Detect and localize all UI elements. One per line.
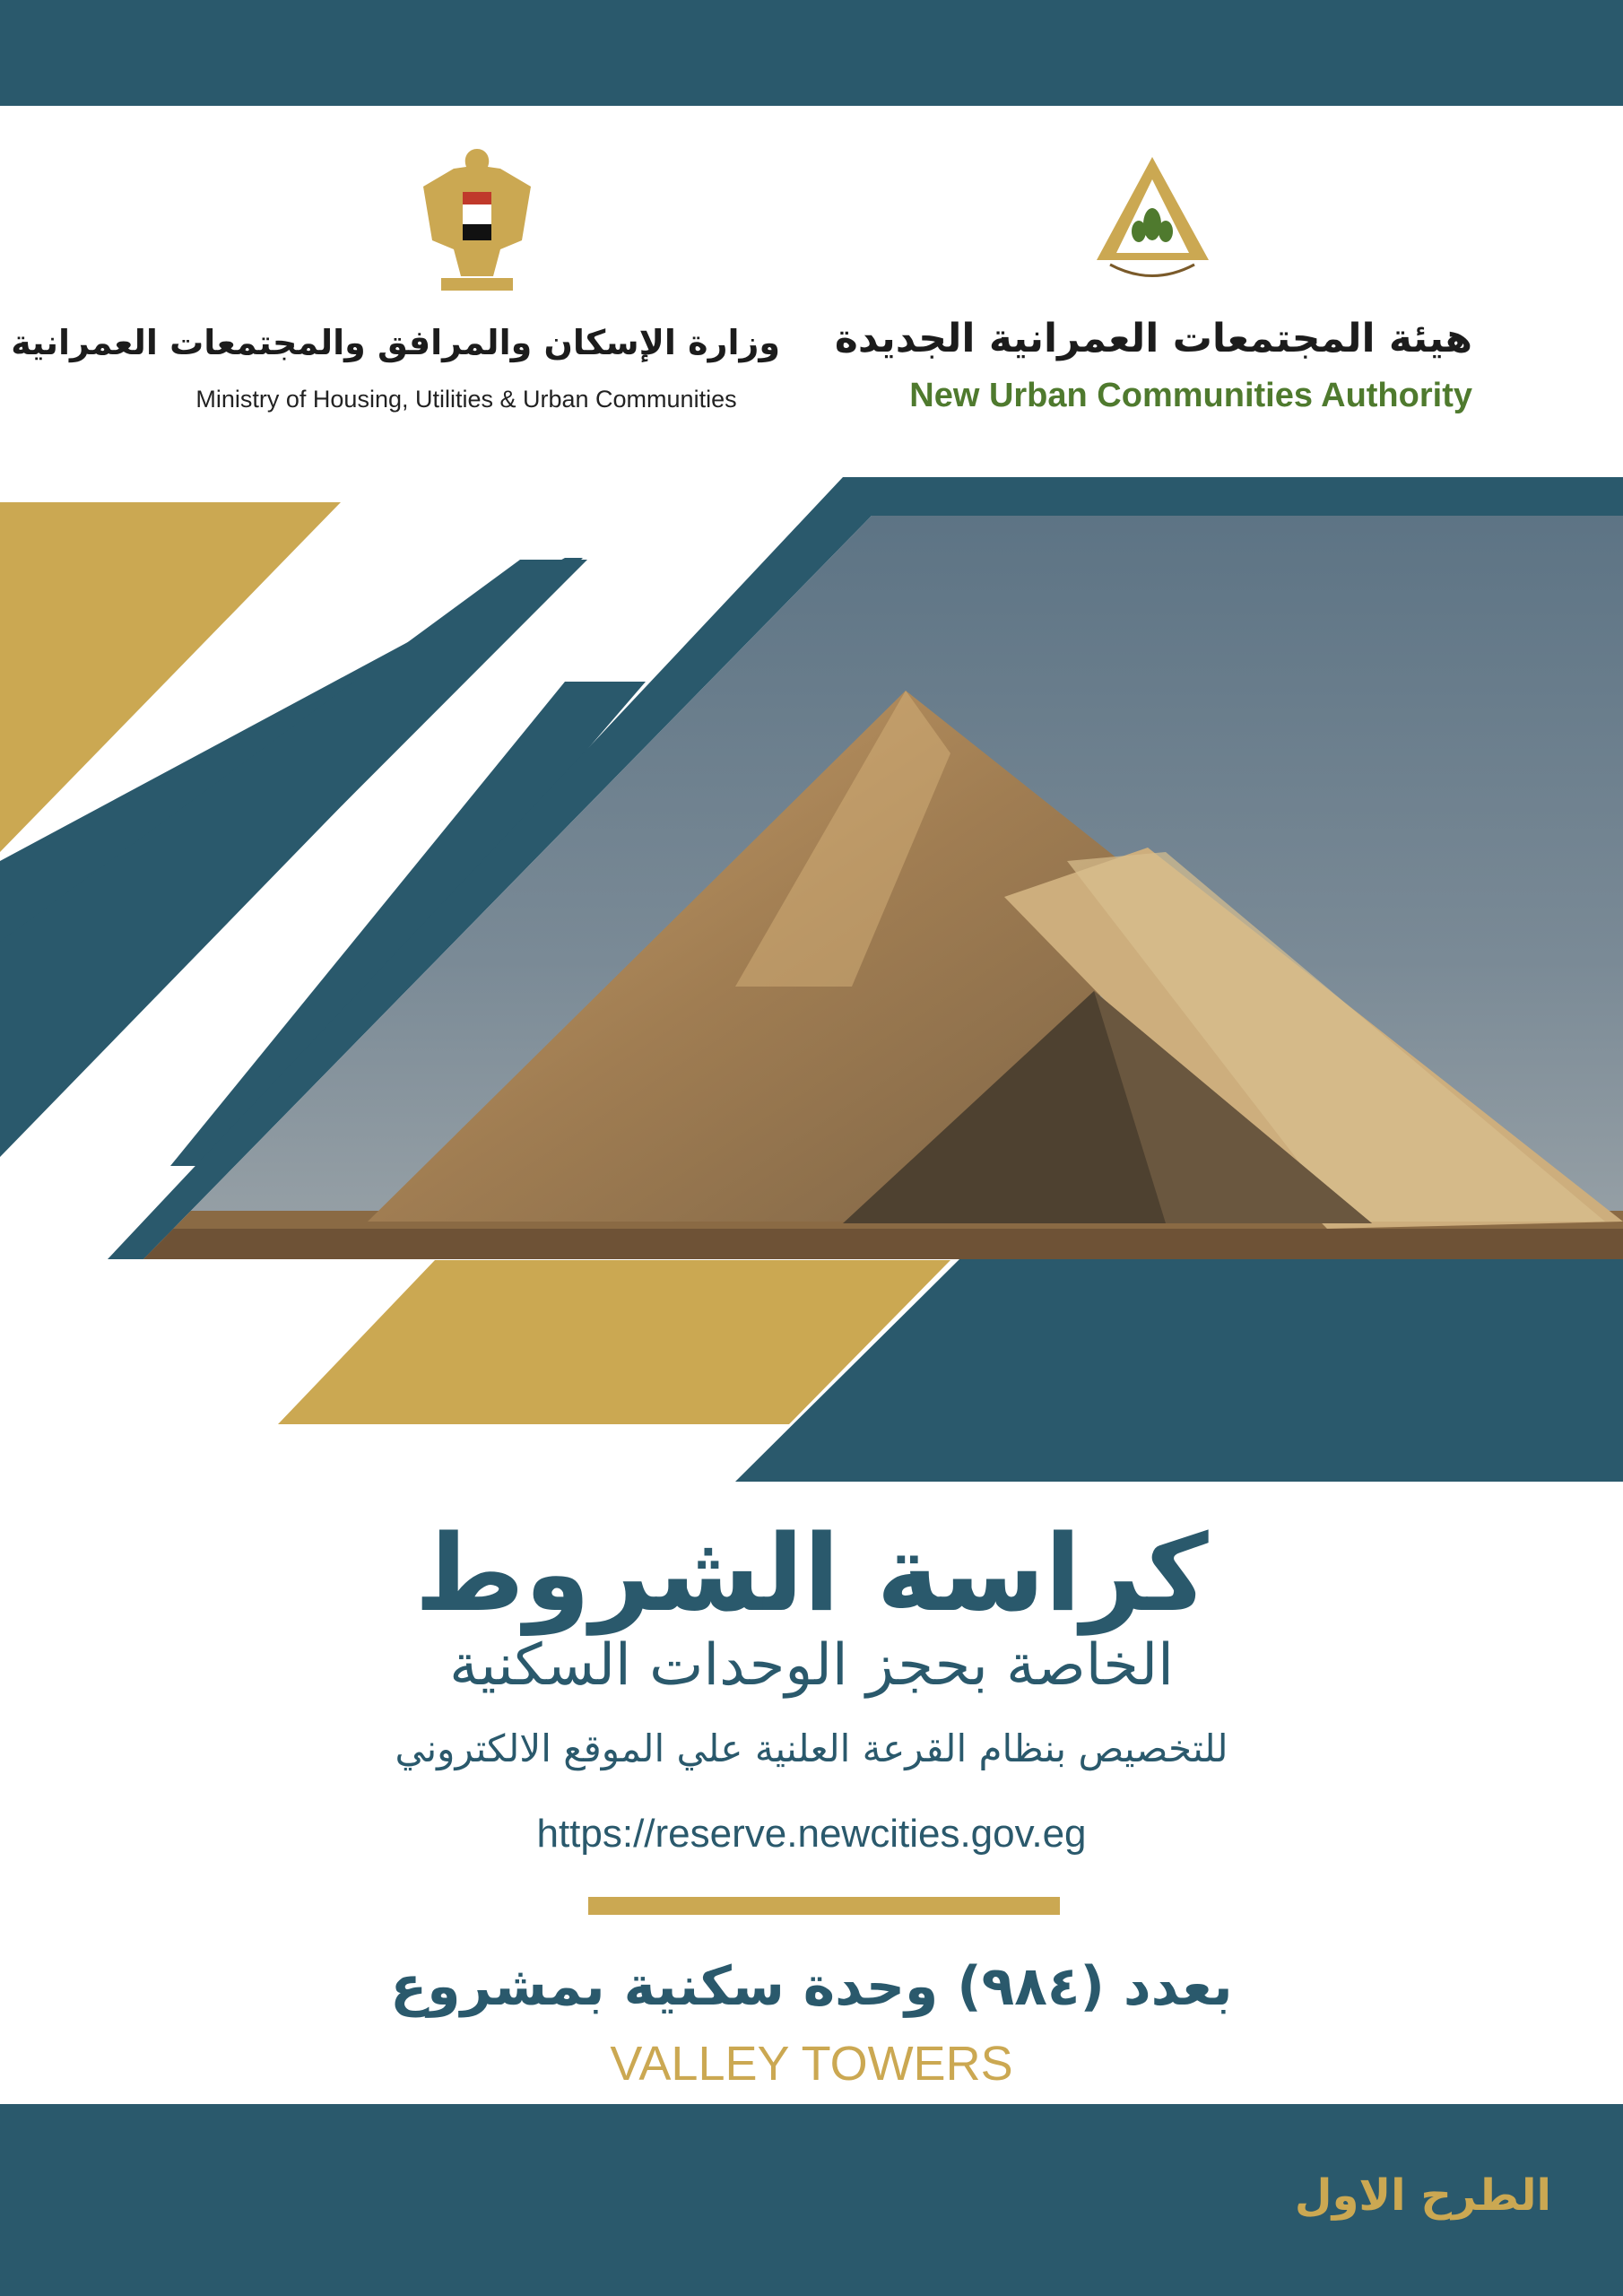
- nuca-triangle-logo-icon: [1092, 152, 1213, 287]
- allocation-method-text: للتخصيص بنظام القرعة العلنية علي الموقع الالكتروني: [395, 1726, 1228, 1770]
- gold-divider: [588, 1897, 1060, 1915]
- reservation-url[interactable]: https://reserve.newcities.gov.eg: [536, 1812, 1087, 1856]
- units-count-text: بعدد (٩٨٤) وحدة سكنية بمشروع: [390, 1955, 1233, 2018]
- authority-name-ar: هيئة المجتمعات العمرانية الجديدة: [834, 316, 1472, 361]
- egypt-emblem: [414, 142, 540, 303]
- project-name: VALLEY TOWERS: [610, 2037, 1013, 2091]
- authority-name-en: New Urban Communities Authority: [909, 377, 1472, 414]
- ministry-name-ar: وزارة الإسكان والمرافق والمجتمعات العمرانية: [11, 323, 780, 362]
- nuca-logo: [1092, 152, 1213, 287]
- booklet-subtitle: الخاصة بحجز الوحدات السكنية: [449, 1632, 1174, 1699]
- edition-label: الطرح الاول: [1294, 2170, 1551, 2221]
- booklet-title: كراسة الشروط: [414, 1511, 1209, 1635]
- ministry-name-en: Ministry of Housing, Utilities & Urban Communities: [195, 386, 737, 413]
- egypt-eagle-emblem-icon: [414, 142, 540, 303]
